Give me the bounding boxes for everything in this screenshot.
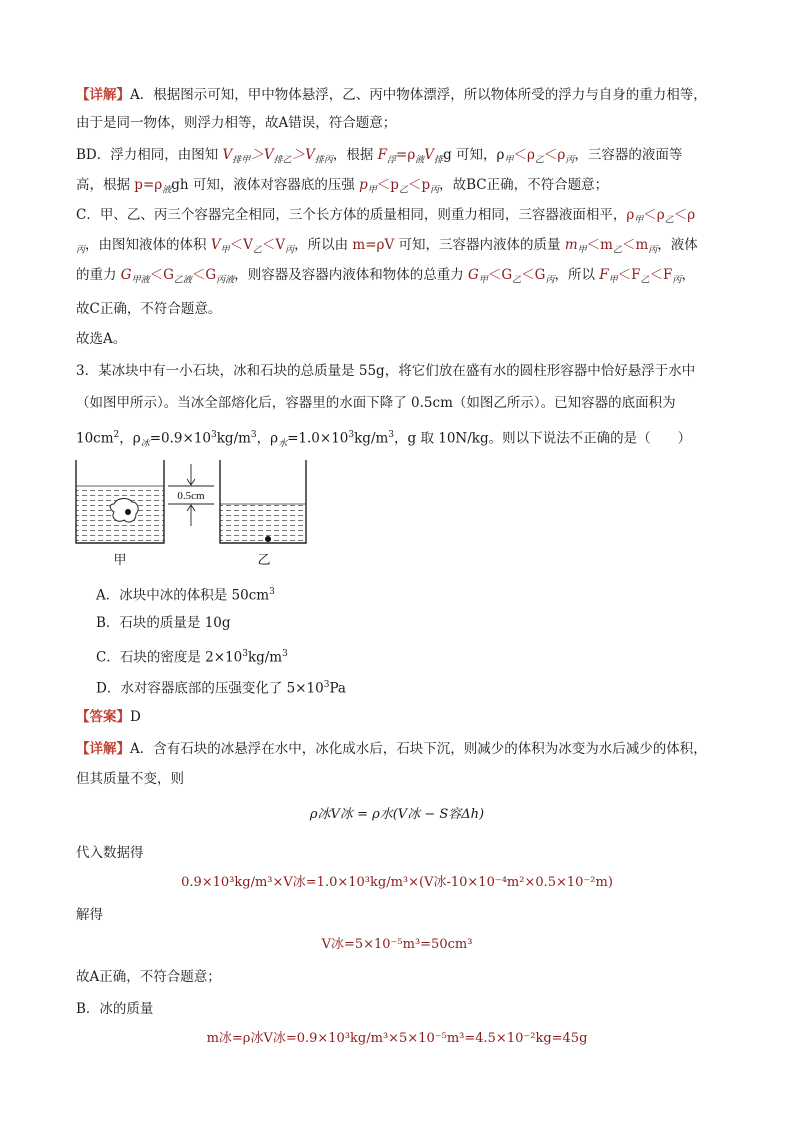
sub: 液 (415, 155, 425, 166)
label-yi: 乙 (257, 553, 271, 568)
sup: 3 (250, 430, 257, 440)
text: 可知，三容器内液体的质量 (394, 237, 565, 253)
container-figure (74, 458, 314, 573)
explain-line (76, 740, 707, 758)
explain-line (76, 968, 221, 986)
op: ＜G (191, 267, 217, 283)
text: ，所以 (554, 267, 600, 283)
op: ＞ (291, 147, 306, 163)
sub: 甲 (634, 215, 644, 226)
text: 故A正确，不符合题意； (76, 969, 221, 985)
text: D．水对容器底部的压强变化了 5×10 (96, 680, 324, 697)
op: ＜G (521, 267, 546, 283)
text: Pa (329, 680, 346, 697)
label-answer: 【答案】 (76, 709, 130, 725)
text: BD．浮力相同，由图知 (76, 147, 223, 163)
text: 故C正确，不符合题意。 (76, 301, 222, 317)
var: p=ρ (134, 177, 163, 193)
sup: 3 (242, 649, 248, 659)
question-line (76, 362, 695, 380)
para-line (76, 300, 221, 318)
sub: 甲 (608, 275, 618, 286)
text: ，所以由 (294, 237, 353, 253)
op: ＜V (229, 237, 253, 253)
text: ，则容器及容器内液体和物体的总重力 (234, 267, 469, 283)
sub: 乙 (664, 215, 674, 226)
sub: 乙 (512, 275, 522, 286)
sub: 乙 (534, 155, 544, 166)
text: 但其质量不变，则 (76, 771, 184, 787)
text: ，ρ (256, 430, 279, 447)
op: ＜p (407, 177, 431, 193)
op: ＜ρ (513, 147, 535, 163)
sub: 乙 (640, 275, 650, 286)
var: V (210, 237, 221, 253)
sub: 丙液 (216, 275, 235, 286)
question-line (76, 426, 691, 453)
op: ＜p (376, 177, 399, 193)
para-line (76, 266, 695, 290)
text: ， (681, 267, 695, 283)
text: g 可知，ρ (443, 147, 505, 163)
text: kg/m (247, 649, 283, 666)
para-line (76, 114, 396, 132)
label-jia: 甲 (113, 553, 127, 568)
var: V (424, 147, 435, 163)
text: （如图甲所示）。当冰全部熔化后，容器里的水面下降了 0.5cm（如图乙所示）。已知容器的底面积为 (76, 395, 676, 411)
text: 由于是同一物体，则浮力相等，故A错误，符合题意； (76, 115, 397, 131)
var: G (120, 267, 132, 283)
text: ，三容器的液面等 (574, 147, 683, 163)
sub: 浮 (387, 155, 397, 166)
formula-3: V冰=5×10⁻⁵m³=50cm³ (321, 937, 473, 952)
answer-line (76, 708, 141, 726)
option-d (96, 676, 346, 698)
formula-1: ρ冰V冰 = ρ水(V冰 − S容Δh) (309, 807, 485, 822)
para-line (76, 86, 707, 104)
sub: 乙 (612, 245, 622, 256)
sub: 液 (162, 185, 172, 196)
text: ，根据 (332, 147, 378, 163)
text: B．石块的质量是 10g (96, 615, 231, 631)
explain-line (76, 906, 103, 924)
text: 高，根据 (76, 177, 135, 193)
text: 的重力 (76, 267, 121, 283)
para-line (76, 146, 682, 170)
text: A．含有石块的冰悬浮在水中，冰化成水后，石块下沉，则减少的体积为冰变为水后减少的体积， (130, 741, 707, 757)
var: V (305, 147, 315, 163)
op: ＜G (487, 267, 513, 283)
sub: 冰 (140, 439, 150, 450)
sub: 排乙 (273, 155, 292, 166)
var: ρ (626, 207, 635, 223)
sub: 丙 (76, 245, 86, 256)
para-line (76, 176, 608, 200)
sub: 排甲 (232, 155, 251, 166)
formula: m=ρV (352, 237, 395, 253)
text: kg/m (216, 430, 251, 447)
text: ，ρ (119, 430, 141, 447)
op: ＜F (617, 267, 641, 283)
var: G (468, 267, 479, 283)
text: 故选A。 (76, 331, 127, 347)
para-line (76, 206, 695, 230)
explain-line (76, 770, 184, 788)
text: 代入数据得 (76, 845, 144, 861)
op: ＜m (621, 237, 649, 253)
op: ＞ (250, 147, 264, 163)
op: ＜ρ (643, 207, 665, 223)
text: A．根据图示可知，甲中物体悬浮，乙、丙中物体漂浮，所以物体所受的浮力与自身的重力相等， (130, 87, 707, 103)
sub: 甲 (478, 275, 488, 286)
sub: 甲液 (131, 275, 150, 286)
text: C．甲、乙、丙三个容器完全相同，三个长方体的质量相同，则重力相同，三容器液面相平， (76, 207, 627, 223)
sup: 3 (348, 430, 355, 440)
text: 解得 (76, 907, 103, 923)
sub: 甲 (504, 155, 514, 166)
op: ＜V (261, 237, 286, 253)
text: B．冰的质量 (76, 1001, 154, 1017)
sup: 3 (269, 587, 275, 597)
text: 10cm (76, 430, 114, 447)
text: ，液体 (657, 237, 698, 253)
label-detail: 【详解】 (76, 741, 130, 757)
sup: 3 (211, 430, 217, 440)
sub: 丙 (285, 245, 295, 256)
text: ，g 取 10N/kg。则以下说法不正确的是（ ） (394, 430, 692, 447)
sup: 3 (323, 680, 330, 690)
op: ＜m (586, 237, 613, 253)
sub: 丙 (430, 185, 440, 196)
sub: 排 (434, 155, 444, 166)
op: ＜F (649, 267, 673, 283)
text: 3．某冰块中有一小石块，冰和石块的总质量是 55g，将它们放在盛有水的圆柱形容器中恰好悬浮于水中 (76, 363, 696, 379)
sub: 水 (278, 439, 288, 450)
water-yi (220, 504, 306, 543)
text: C．石块的密度是 2×10 (96, 649, 243, 666)
stone (125, 509, 131, 515)
sup: 2 (113, 430, 120, 440)
option-a (96, 583, 275, 605)
sub: 丙 (672, 275, 682, 286)
sup: 3 (388, 430, 395, 440)
sub: 排丙 (314, 155, 333, 166)
sub: 丙 (565, 155, 575, 166)
var: F (599, 267, 609, 283)
sub: 甲 (220, 245, 230, 256)
formula-4: m冰=ρ冰V冰=0.9×10³kg/m³×5×10⁻⁵m³=4.5×10⁻²kg=45g (206, 1031, 588, 1046)
sub: 甲 (577, 245, 587, 256)
var: V (222, 147, 233, 163)
op: ＜ρ (673, 207, 696, 223)
text: =1.0×10 (287, 430, 349, 447)
text: =0.9×10 (149, 430, 212, 447)
var: V (263, 147, 274, 163)
answer-value: D (130, 709, 141, 725)
op: ＜ρ (543, 147, 566, 163)
sub: 乙 (398, 185, 408, 196)
var: F (377, 147, 388, 163)
para-line (76, 236, 698, 260)
option-b (96, 614, 231, 632)
explain-line (76, 844, 144, 862)
text: A．冰块中冰的体积是 50cm (96, 587, 270, 604)
var: p (359, 177, 368, 193)
text: gh 可知，液体对容器底的压强 (171, 177, 360, 193)
sub: 乙 (252, 245, 262, 256)
drop-label: 0.5cm (177, 490, 205, 502)
text: ，故BC正确，不符合题意； (439, 177, 609, 193)
var: m (564, 237, 578, 253)
var: =ρ (396, 147, 416, 163)
text: ，由图知液体的体积 (85, 237, 211, 253)
option-c (96, 645, 288, 667)
sup: 3 (282, 649, 288, 659)
text: kg/m (354, 430, 389, 447)
label-detail: 【详解】 (76, 87, 130, 103)
op: ＜G (149, 267, 174, 283)
formula-2: 0.9×10³kg/m³×V冰=1.0×10³kg/m³×(V冰-10×10⁻⁴m²×0.5×10⁻²m) (181, 875, 613, 890)
para-line (76, 330, 126, 348)
stone-sunk (265, 536, 271, 542)
sub: 乙液 (173, 275, 192, 286)
sub: 丙 (545, 275, 555, 286)
explain-line (76, 1000, 153, 1018)
sub: 丙 (648, 245, 658, 256)
sub: 甲 (367, 185, 377, 196)
question-line (76, 394, 676, 412)
